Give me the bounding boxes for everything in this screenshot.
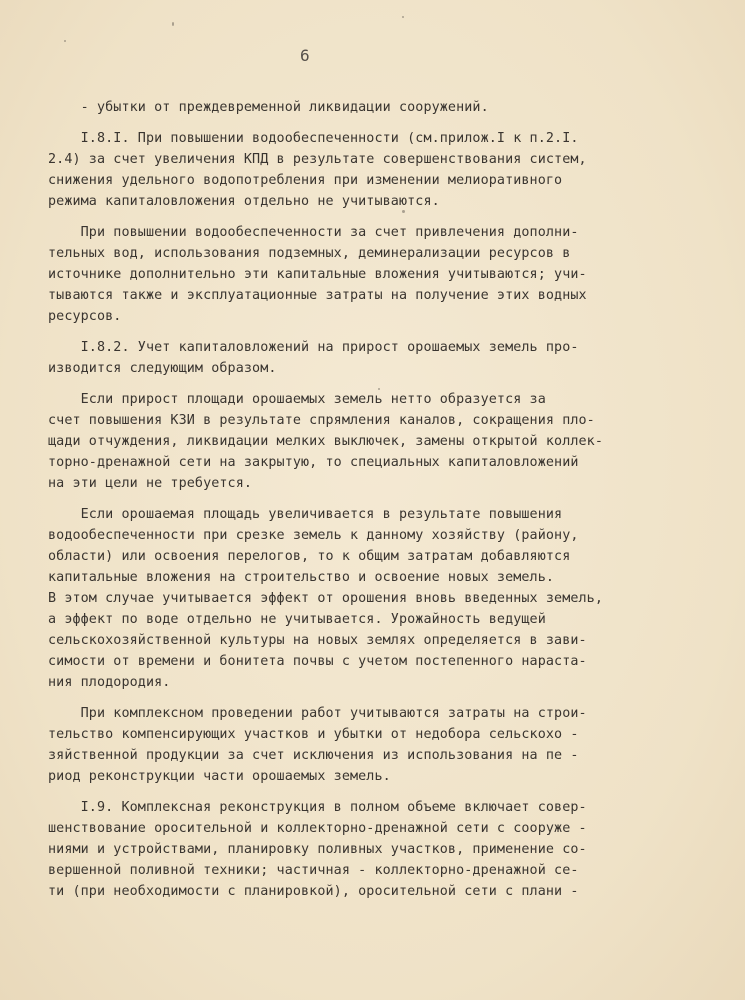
text-line: I.9. Комплексная реконструкция в полном объеме включает совер-: [48, 800, 587, 815]
text-line: вершенной поливной техники; частичная - коллекторно-дренажной се-: [48, 863, 579, 878]
paragraph-1-8-1: [48, 128, 708, 212]
paragraph-new-lands: [48, 504, 708, 693]
text-line: сельскохозяйственной культуры на новых землях определяется в зави-: [48, 633, 587, 648]
text-line: - убытки от преждевременной ликвидации сооружений.: [48, 100, 489, 115]
paper-speck: [172, 22, 174, 26]
text-line: При комплексном проведении работ учитываются затраты на строи-: [48, 706, 587, 721]
text-line: водообеспеченности при срезке земель к данному хозяйству (району,: [48, 528, 579, 543]
paragraph-net-area: [48, 389, 708, 494]
text-line: Если прирост площади орошаемых земель нетто образуется за: [48, 392, 546, 407]
text-line: I.8.2. Учет капиталовложений на прирост орошаемых земель про-: [48, 340, 579, 355]
text-line: В этом случае учитывается эффект от орошения вновь введенных земель,: [48, 591, 604, 606]
document-body: [48, 97, 708, 902]
text-line: тельных вод, использования подземных, деминерализации ресурсов в: [48, 246, 571, 261]
paragraph-complex-works: [48, 703, 708, 787]
text-line: торно-дренажной сети на закрытую, то специальных капиталовложений: [48, 455, 579, 470]
text-line: Если орошаемая площадь увеличивается в результате повышения: [48, 507, 563, 522]
text-line: 2.4) за счет увеличения КПД в результате совершенствования систем,: [48, 152, 587, 167]
page-number: 6: [300, 46, 310, 65]
text-line: ресурсов.: [48, 309, 122, 324]
text-line: изводится следующим образом.: [48, 361, 277, 376]
text-line: снижения удельного водопотребления при изменении мелиоративного: [48, 173, 563, 188]
paragraph-1-8-2: [48, 337, 708, 379]
paragraph-losses: [48, 97, 708, 118]
paper-speck: [402, 210, 405, 213]
text-line: капитальные вложения на строительство и освоение новых земель.: [48, 570, 555, 585]
text-line: счет повышения КЗИ в результате спрямления каналов, сокращения пло-: [48, 413, 595, 428]
text-line: При повышении водообеспеченности за счет привлечения дополни-: [48, 225, 579, 240]
text-line: тельство компенсирующих участков и убытки от недобора сельскохо -: [48, 727, 579, 742]
text-line: ти (при необходимости с планировкой), оросительной сети с плани -: [48, 884, 579, 899]
paper-speck: [64, 40, 66, 42]
paper-speck: [378, 388, 380, 390]
text-line: ния плодородия.: [48, 675, 171, 690]
text-line: щади отчуждения, ликвидации мелких выключек, замены открытой коллек-: [48, 434, 604, 449]
paper-speck: [402, 16, 404, 18]
text-line: источнике дополнительно эти капитальные вложения учитываются; учи-: [48, 267, 587, 282]
text-line: тываются также и эксплуатационные затраты на получение этих водных: [48, 288, 587, 303]
text-line: режима капиталовложения отдельно не учитываются.: [48, 194, 440, 209]
text-line: I.8.I. При повышении водообеспеченности (см.прилож.I к п.2.I.: [48, 131, 579, 146]
text-line: зяйственной продукции за счет исключения из использования на пе -: [48, 748, 579, 763]
paragraph-1-9: [48, 797, 708, 902]
text-line: риод реконструкции части орошаемых земель.: [48, 769, 391, 784]
text-line: а эффект по воде отдельно не учитывается. Урожайность ведущей: [48, 612, 546, 627]
paragraph-water-supply: [48, 222, 708, 327]
text-line: области) или освоения перелогов, то к общим затратам добавляются: [48, 549, 571, 564]
text-line: симости от времени и бонитета почвы с учетом постепенного нараста-: [48, 654, 587, 669]
text-line: ниями и устройствами, планировку поливных участков, применение со-: [48, 842, 587, 857]
text-line: шенствование оросительной и коллекторно-дренажной сети с сооруже -: [48, 821, 587, 836]
text-line: на эти цели не требуется.: [48, 476, 253, 491]
